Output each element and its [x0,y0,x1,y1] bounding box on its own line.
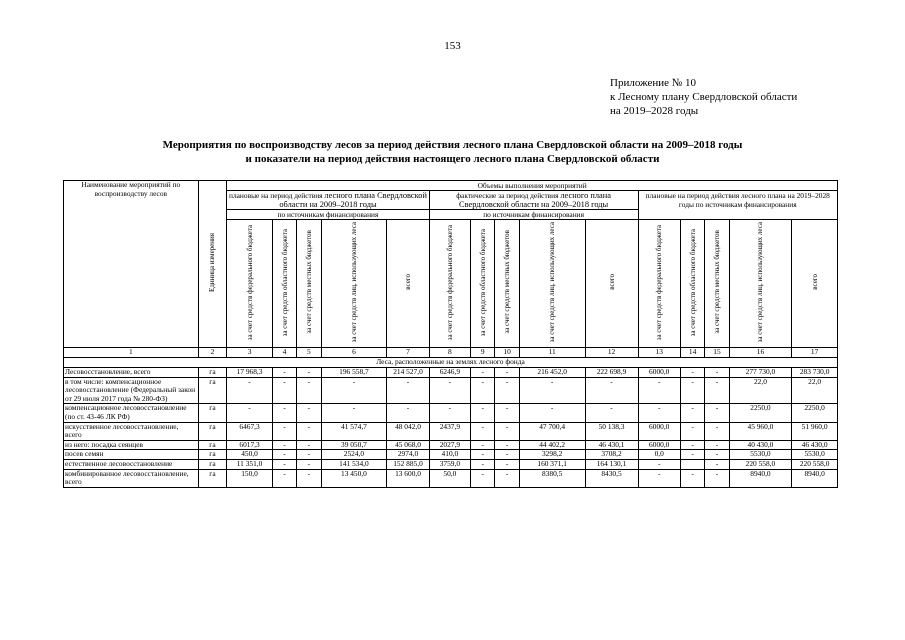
table-cell: 277 730,0 [729,368,792,378]
appendix-line: на 2019–2028 годы [610,105,699,117]
table-cell: 3708,2 [585,450,638,460]
table-cell: - [272,469,296,487]
table-cell: - [705,422,729,440]
table-cell: 196 558,7 [321,368,387,378]
column-number: 16 [729,348,792,358]
table-cell: - [297,404,321,422]
header-regional: за счет средств областного бюджета [680,220,704,348]
row-unit: га [198,422,227,440]
table-cell: - [585,377,638,404]
column-number: 14 [680,348,704,358]
table-cell: - [680,404,704,422]
table-cell: 2524,0 [321,450,387,460]
table-cell: 50 138,3 [585,422,638,440]
table-cell: 22,0 [792,377,838,404]
table-row [64,440,838,450]
column-number: 11 [519,348,585,358]
table-cell: - [495,450,519,460]
table-cell: - [471,404,495,422]
table-cell [680,459,704,469]
table-cell: - [429,404,470,422]
table-cell: 51 960,0 [792,422,838,440]
table-row [64,450,838,460]
table-cell: - [495,368,519,378]
table-cell: 13 450,0 [321,469,387,487]
table-row [64,377,838,404]
table-cell: - [429,377,470,404]
table-cell: - [272,377,296,404]
table-cell: 5530,0 [729,450,792,460]
header-users: за счет средств лиц, использующих леса [729,220,792,348]
header-financing: по источникам финансирования [429,210,638,220]
table-cell: - [705,469,729,487]
table-cell: 160 371,1 [519,459,585,469]
table-cell: - [705,440,729,450]
row-name: комбинированное лесовосстановление, всего [64,469,199,487]
table-row [64,422,838,440]
title-line: и показатели на период действия настоящего лесного плана Свердловской области [245,153,660,165]
table-cell: 46 430,1 [585,440,638,450]
table-cell: 2250,0 [729,404,792,422]
column-number: 4 [272,348,296,358]
table-cell: 11 351,0 [227,459,273,469]
table-cell: 214 527,0 [387,368,429,378]
table-cell: 22,0 [729,377,792,404]
header-federal: за счет средств федерального бюджета [638,220,680,348]
table-cell: 48 042,0 [387,422,429,440]
table-cell: 3759,0 [429,459,470,469]
table-cell: - [471,469,495,487]
table-cell: 17 968,3 [227,368,273,378]
table-cell: - [297,459,321,469]
column-number: 8 [429,348,470,358]
table-cell: 2974,0 [387,450,429,460]
table-cell: - [297,422,321,440]
table-cell: 222 698,9 [585,368,638,378]
header-local: за счет средств местных бюджетов [297,220,321,348]
table-cell: 8380,5 [519,469,585,487]
table-cell: - [705,404,729,422]
table-cell: 44 402,2 [519,440,585,450]
header-regional: за счет средств областного бюджета [272,220,296,348]
table-cell: - [297,450,321,460]
table-cell: - [705,368,729,378]
table-cell: 41 574,7 [321,422,387,440]
header-group-actual-2009: фактические за период действия лесного плана Свердловской области на 2009–2018 годы [429,191,638,210]
header-local: за счет средств местных бюджетов [705,220,729,348]
row-unit: га [198,469,227,487]
title-line: Мероприятия по воспроизводству лесов за период действия лесного плана Свердловской области на 2009–2018 годы [162,139,743,151]
table-row [64,368,838,378]
column-number: 5 [297,348,321,358]
section-heading: Леса, расположенные на землях лесного фонда [64,358,838,368]
table-cell: 5530,0 [792,450,838,460]
header-group-planned-2019: плановые на период действия лесного плана на 2019–2028 годы по источникам финансирования [638,191,837,220]
table-cell: 6246,9 [429,368,470,378]
table-cell: 220 558,0 [792,459,838,469]
row-unit: га [198,440,227,450]
table-cell: - [471,368,495,378]
table-cell: - [680,368,704,378]
appendix-line: к Лесному плану Свердловской области [610,91,798,103]
table-cell: 2250,0 [792,404,838,422]
table-cell: 2027,9 [429,440,470,450]
table-row [64,404,838,422]
column-number: 7 [387,348,429,358]
column-number: 1 [64,348,199,358]
table-cell: - [297,469,321,487]
table-cell: - [638,469,680,487]
header-total: всего [792,220,838,348]
header-federal: за счет средств федерального бюджета [227,220,273,348]
header-unit: Единица измерения [198,181,227,348]
row-unit: га [198,450,227,460]
table-cell: - [387,377,429,404]
table-cell: 8430,5 [585,469,638,487]
document-title [40,138,865,166]
table-cell: 220 558,0 [729,459,792,469]
header-users: за счет средств лиц, использующих леса [519,220,585,348]
header-total: всего [387,220,429,348]
table-cell: 410,0 [429,450,470,460]
column-number: 15 [705,348,729,358]
table-cell: 13 600,0 [387,469,429,487]
table-cell: - [495,469,519,487]
row-name: искусственное лесовосстановление, всего [64,422,199,440]
row-name: из него: посадка сеянцев [64,440,199,450]
table-cell: - [321,404,387,422]
column-number: 9 [471,348,495,358]
table-cell: - [297,440,321,450]
table-cell: - [495,377,519,404]
table-cell: - [387,404,429,422]
table-cell: - [705,450,729,460]
table-cell: - [495,440,519,450]
table-cell: 46 430,0 [792,440,838,450]
table-cell: - [680,422,704,440]
header-group-planned-2009: плановые на период действия лесного плана Свердловской области на 2009–2018 годы [227,191,429,210]
table-cell: - [519,404,585,422]
table-cell: 45 960,0 [729,422,792,440]
appendix-line: Приложение № 10 [610,77,697,89]
table-cell: 150,0 [227,469,273,487]
table-cell: 6000,0 [638,422,680,440]
table-cell: - [638,377,680,404]
row-name: естественное лесовосстановление [64,459,199,469]
page-number: 153 [444,40,461,52]
table-cell: 283 730,0 [792,368,838,378]
column-number: 13 [638,348,680,358]
table-cell: 216 452,0 [519,368,585,378]
table-cell: 152 885,0 [387,459,429,469]
column-numbers-row [64,348,838,358]
table-cell: 164 130,1 [585,459,638,469]
table-cell: - [321,377,387,404]
table-cell: 45 068,0 [387,440,429,450]
table-cell: - [705,459,729,469]
header-financing: по источникам финансирования [227,210,429,220]
table-cell: 6467,3 [227,422,273,440]
table-cell: - [585,404,638,422]
row-unit: га [198,368,227,378]
column-number: 12 [585,348,638,358]
row-name: в том числе: компенсационное лесовосстановление (Федеральный закон от 29 июля 2017 года № 280-ФЗ) [64,377,199,404]
table-cell: - [495,422,519,440]
table-cell: - [227,377,273,404]
table-cell: - [272,440,296,450]
table-cell: - [680,377,704,404]
column-number: 3 [227,348,273,358]
table-cell: 8940,0 [729,469,792,487]
column-number: 10 [495,348,519,358]
table-cell: - [680,450,704,460]
header-regional: за счет средств областного бюджета [471,220,495,348]
table-cell: - [495,459,519,469]
table-cell: - [272,368,296,378]
table-cell: - [297,368,321,378]
header-federal: за счет средств федерального бюджета [429,220,470,348]
appendix-note [610,76,797,118]
table-cell: - [471,450,495,460]
table-cell: - [471,440,495,450]
row-name: компенсационное лесовосстановление (по ст. 43-46 ЛК РФ) [64,404,199,422]
column-number: 6 [321,348,387,358]
table-cell: 40 430,0 [729,440,792,450]
table-cell: 50,0 [429,469,470,487]
header-local: за счет средств местных бюджетов [495,220,519,348]
table-cell: 47 700,4 [519,422,585,440]
table-cell: - [638,404,680,422]
table-cell: 2437,9 [429,422,470,440]
table-cell: 6000,0 [638,368,680,378]
table-cell: 3298,2 [519,450,585,460]
column-number: 2 [198,348,227,358]
table-cell: 450,0 [227,450,273,460]
table-cell: 8940,0 [792,469,838,487]
table-cell: 39 050,7 [321,440,387,450]
table-cell: 6017,3 [227,440,273,450]
row-name: посев семян [64,450,199,460]
table-body [64,368,838,488]
row-unit: га [198,404,227,422]
table-cell: 141 534,0 [321,459,387,469]
table-cell: - [705,377,729,404]
table-cell: - [680,469,704,487]
table-cell: - [272,459,296,469]
header-volumes: Объемы выполнения мероприятий [227,181,838,191]
table-cell: - [272,450,296,460]
table-cell: 0,0 [638,450,680,460]
reforestation-table [63,180,838,488]
table-cell: - [272,404,296,422]
table-cell: - [680,440,704,450]
table-header [64,181,838,368]
row-unit: га [198,459,227,469]
table-row [64,459,838,469]
row-unit: га [198,377,227,404]
table-cell: - [495,404,519,422]
table-cell: - [297,377,321,404]
header-users: за счет средств лиц, использующих леса [321,220,387,348]
table-cell: - [471,459,495,469]
table-cell: - [227,404,273,422]
table-cell: - [471,377,495,404]
table-cell: - [471,422,495,440]
column-number: 17 [792,348,838,358]
row-name: Лесовосстановление, всего [64,368,199,378]
table-cell: - [519,377,585,404]
table-cell: 6000,0 [638,440,680,450]
header-name: Наименование мероприятий по воспроизводству лесов [64,181,199,348]
table-cell: - [638,459,680,469]
table-cell: - [272,422,296,440]
header-total: всего [585,220,638,348]
table-row [64,469,838,487]
